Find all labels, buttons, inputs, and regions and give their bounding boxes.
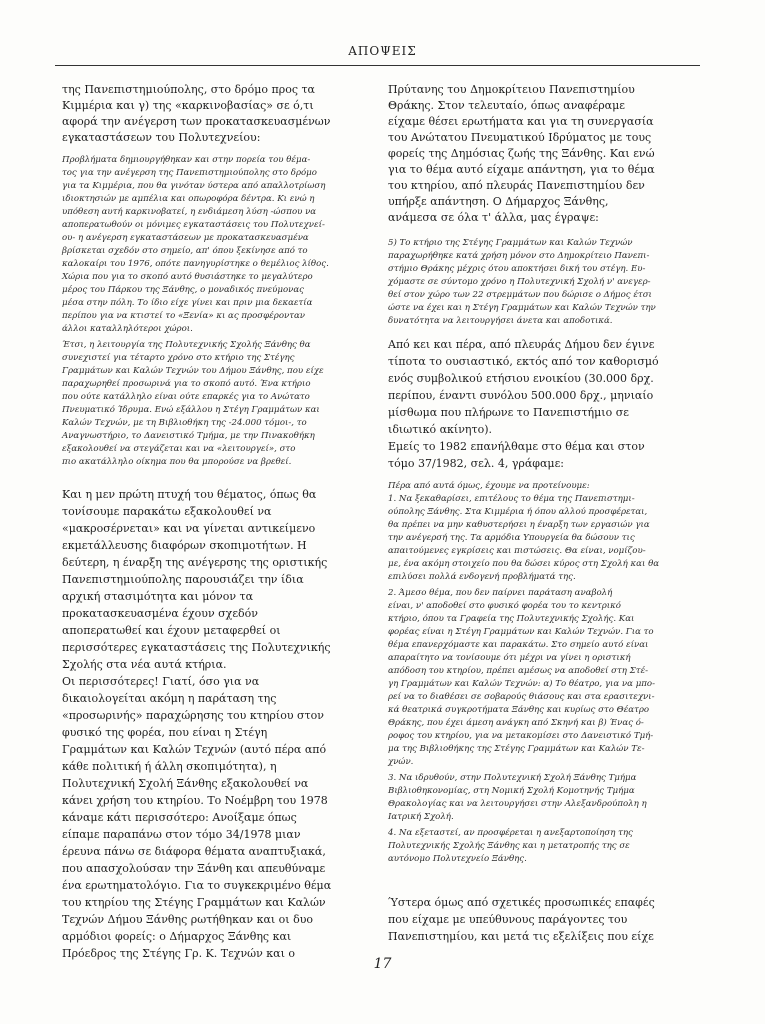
body-line: Οι περισσότερες! Γιατί, όσο για να [62, 675, 260, 688]
body-line: Πρόεδρος της Στέγης Γρ. Κ. Τεχνών και ο [62, 947, 296, 960]
body-line: έρευνα πάνω σε διάφορα θέματα αναπτυξιακά, [62, 845, 326, 858]
quote-line: Πνευματικό Ίδρυμα. Ενώ εξάλλου η Στέγη Γραμμάτων και [62, 405, 320, 415]
quote-line: μέσα στην πόλη. Το ίδιο είχε γίνει και πριν μια δεκαετία [62, 298, 313, 308]
body-line: «μακροσέρνεται» και να γίνεται αντικείμενο [62, 522, 316, 535]
quote-line: την ανέγερσή της. Τα αρμόδια Υπουργεία θα δώσουν τις [388, 533, 635, 543]
quote-line: απόδοση του κτηρίου, πρέπει αμέσως να αποδοθεί στη Στέ- [388, 666, 648, 676]
body-line: Από κει και πέρα, από πλευράς Δήμου δεν έγινε [388, 338, 655, 351]
body-line: δεύτερη, η έναρξη της ανέγερσης της οριστικής [62, 556, 328, 569]
body-line: ενός συμβολικού ετήσιου ενοικίου (30.000 δρχ. [388, 372, 654, 385]
quote-line: 1. Να ξεκαθαρίσει, επιτέλους το θέμα της Πανεπιστημι- [388, 494, 635, 504]
body-line: τίποτα το ουσιαστικό, εκτός από τον καθορισμό [388, 355, 659, 368]
quote-line: Θράκης, που έχει άμεση ανάγκη από Σκηνή και β) Ένας ό- [388, 718, 644, 728]
body-line: φυσικό της φορέα, που είναι η Στέγη [62, 726, 268, 739]
body-line: υπήρξε απάντηση. Ο Δήμαρχος Ξάνθης, [388, 195, 609, 208]
body-line: του Ανώτατου Πνευματικού Ιδρύματος με τους [388, 131, 652, 144]
body-line: προκατασκευασμένα έχουν σχεδόν [62, 607, 258, 620]
quote-line: περίπου για να κτιστεί το «Ξενία» κι ας προσφέρονταν [62, 311, 306, 321]
quote-line: Θρακολογίας και να λειτουργήσει στην Αλεξανδρούπολη η [388, 799, 647, 809]
quote-line: 5) Το κτήριο της Στέγης Γραμμάτων και Καλών Τεχνών [388, 238, 633, 248]
quote-line: Αναγνωστήριο, το Δανειστικό Τμήμα, με την Πινακοθήκη [62, 431, 315, 441]
quote-line: βρίσκεται σχεδόν στο σημείο, απ' όπου ξεκίνησε από το [62, 246, 308, 256]
quote-line: ροφος του κτηρίου, για να μετακομίσει στο Δανειστικό Τμή- [388, 731, 654, 741]
quote-line: για τα Κιμμέρια, που θα γινόταν ύστερα από απαλλοτρίωση [62, 181, 326, 191]
quote-line: 2. Άμεσο θέμα, που δεν παίρνει παράταση αναβολή [388, 588, 613, 598]
quote-line: 4. Να εξεταστεί, αν προσφέρεται η ανεξαρτοποίηση της [388, 828, 633, 838]
quote-line: θεί στον χώρο των 22 στρεμμάτων που δώρισε ο Δήμος έτσι [388, 290, 652, 300]
quote-line: αποπερατωθούν οι μόνιμες εγκαταστάσεις του Πολυτεχνεί- [62, 220, 325, 230]
quote-line: καλοκαίρι του 1976, οπότε πανηγυρίστηκε ο θεμέλιος λίθος. [62, 259, 329, 269]
quote-line: χόμαστε σε σύντομο χρόνο η Πολυτεχνική Σχολή ν' ανεγερ- [388, 277, 651, 287]
body-line: Πολυτεχνική Σχολή Ξάνθης εξακολουθεί να [62, 777, 309, 790]
quote-line: επιλύσει πολλά ενδογενή προβλήματά της. [388, 572, 576, 582]
body-line: κάνει χρήση του κτηρίου. Το Νοέμβρη του 1978 [62, 794, 328, 807]
quote-line: με, ένα ακόμη στοιχείο που θα δώσει κύρος στη Σχολή και θα [388, 559, 660, 569]
body-line: για το θέμα αυτό είχαμε απάντηση, για το θέμα [388, 163, 655, 176]
quote-line: Βιβλιοθηκονομίας, στη Νομική Σχολή Κομοτηνής Τμήμα [388, 786, 635, 796]
body-line: αφορά την ανέγερση των προκατασκευασμένων [62, 115, 331, 128]
body-line: Ύστερα όμως από σχετικές προσωπικές επαφές [388, 896, 655, 909]
body-line: περισσότερες εγκαταστάσεις της Πολυτεχνικής [62, 641, 331, 654]
quote-line: ου- η ανέγερση εγκαταστάσεων με προκατασκευασμένα [62, 233, 309, 243]
quote-line: δυνατότητα να λειτουργήσει άνετα και αποδοτικά. [388, 316, 613, 326]
body-line: φορείς της Δημόσιας ζωής της Ξάνθης. Και ενώ [388, 147, 655, 160]
header-rule [55, 65, 700, 66]
quote-line: απαραίτητο να τονίσουμε ότι μέχρι να γίνει η οριστική [388, 653, 631, 663]
page-number: 17 [373, 956, 392, 972]
body-line: κάθε πολιτική ή άλλη σκοπιμότητα), η [62, 760, 277, 773]
quote-line: αυτόνομο Πολυτεχνείο Ξάνθης. [388, 854, 527, 864]
quote-line: 3. Να ιδρυθούν, στην Πολυτεχνική Σχολή Ξάνθης Τμήμα [388, 773, 637, 783]
body-line: Πανεπιστημίου, και μετά τις εξελίξεις που είχε [388, 930, 654, 943]
quote-line: παραχωρήθηκε κατά χρήση μόνον στο Δημοκρίτειο Πανεπι- [388, 251, 650, 261]
body-line: τονίσουμε παρακάτω εξακολουθεί να [62, 505, 272, 518]
quote-line: απαιτούμενες εγκρίσεις και πιστώσεις. Θα είναι, νομίζου- [388, 546, 646, 556]
quote-line: άλλοι καταλληλότεροι χώροι. [62, 324, 193, 334]
quote-line: ρεί να το διαθέσει σε σοβαρούς θιάσους και στα ερασιτεχνι- [388, 692, 655, 702]
quote-line: Προβλήματα δημιουργήθηκαν και στην πορεία του θέμα- [62, 155, 311, 165]
body-line: «προσωρινής» παραχώρησης του κτηρίου στον [62, 709, 324, 722]
body-line: της Πανεπιστημιούπολης, στο δρόμο προς τα [62, 83, 315, 96]
body-line: αρχική στασιμότητα και μόνον τα [62, 590, 254, 603]
quote-line: υπόθεση αυτή καρκινοβατεί, η ενδιάμεση λύση -ώσπου να [62, 207, 317, 217]
body-line: τόμο 37/1982, σελ. 4, γράφαμε: [388, 457, 564, 470]
body-line: ένα ερωτηματολόγιο. Για το συγκεκριμένο θέμα [62, 879, 332, 892]
body-line: Τεχνών Δήμου Ξάνθης ρωτήθηκαν και οι δυο [62, 913, 314, 926]
quote-line: θα πρέπει να μην καθυστερήσει η έναρξη των εργασιών για [388, 520, 650, 530]
quote-line: μέρος του Πάρκου της Ξάνθης, ο μοναδικός πνεύμονας [62, 285, 304, 295]
body-line: κάναμε κάτι περισσότερο: Ανοίξαμε όπως [62, 811, 297, 824]
quote-line: συνεχιστεί για τέταρτο χρόνο στο κτήριο της Στέγης [62, 353, 295, 363]
quote-line: Πολυτεχνικής Σχολής Ξάνθης και η μετατροπής της σε [388, 841, 630, 851]
body-line: που είχαμε με υπεύθυνους παράγοντες του [388, 913, 628, 926]
quote-line: ούπολης Ξάνθης. Στα Κιμμέρια ή όπου αλλού προσφέρεται, [388, 507, 648, 517]
quote-line: Έτσι, η λειτουργία της Πολυτεχνικής Σχολής Ξάνθης θα [62, 340, 311, 350]
body-line: δικαιολογείται ακόμη η παράταση της [62, 692, 277, 705]
quote-line: γη Γραμμάτων και Καλών Τεχνών: α) Το θέατρο, για να μπο- [388, 679, 656, 689]
body-line: Πρύτανης του Δημοκρίτειου Πανεπιστημίου [388, 83, 635, 96]
quote-line: στήμιο Θράκης μέχρις ότου αποκτήσει δική του στέγη. Ευ- [388, 264, 646, 274]
quote-line: μα της Βιβλιοθήκης της Στέγης Γραμμάτων και Καλών Τε- [388, 744, 645, 754]
body-line: Κιμμέρια και γ) της «καρκινοβασίας» σε ό,τι [62, 99, 314, 112]
body-line: Θράκης. Στον τελευταίο, όπως αναφέραμε [388, 99, 625, 112]
body-line: εκμετάλλευσης διαφόρων σκοπιμοτήτων. Η [62, 539, 307, 552]
quote-line: ώστε να έχει και η Στέγη Γραμμάτων και Καλών Τεχνών την [388, 303, 656, 313]
quote-line: ιδιοκτησιών με αμπέλια και οπωροφόρα δέντρα. Κι ενώ η [62, 194, 315, 204]
quote-line: θέμα επανερχόμαστε και παρακάτω. Στο σημείο αυτό είναι [388, 640, 649, 650]
quote-line: Πέρα από αυτά όμως, έχουμε να προτείνουμε: [388, 481, 590, 491]
body-line: είχαμε θέσει ερωτήματα και για τη συνεργασία [388, 115, 654, 128]
body-line: μίσθωμα που πλήρωνε το Πανεπιστήμιο σε [388, 406, 629, 419]
body-line: που απασχολούσαν την Ξάνθη και απευθύναμε [62, 862, 326, 875]
quote-line: χνών. [388, 757, 414, 767]
body-line: Γραμμάτων και Καλών Τεχνών (αυτό πέρα από [62, 743, 327, 756]
quote-line: που ούτε κατάλληλο είναι ούτε επαρκές για το Ανώτατο [62, 392, 310, 402]
quote-line: εξακολουθεί να στεγάζεται και να «λειτουργεί», στο [62, 444, 296, 454]
quote-line: κτήριο, όπου τα Γραφεία της Πολυτεχνικής Σχολής. Και [388, 614, 635, 624]
quote-line: Καλών Τεχνών, με τη Βιβλιοθήκη της -24.000 τόμοι-, το [62, 418, 307, 428]
body-line: περίπου, έναντι συνόλου 500.000 δρχ., μηνιαίο [388, 389, 654, 402]
body-line: του κτηρίου, από πλευράς Πανεπιστημίου δεν [388, 179, 645, 192]
body-line: του κτηρίου της Στέγης Γραμμάτων και Καλών [62, 896, 326, 909]
quote-line: πιο ακατάλληλο οίκημα που θα μπορούσε να βρεθεί. [62, 457, 292, 467]
quote-line: παραχωρηθεί προσωρινά για το σκοπό αυτό. Ένα κτήριο [62, 379, 311, 389]
body-line: εγκαταστάσεων του Πολυτεχνείου: [62, 131, 261, 144]
running-header: ΑΠΟΨΕΙΣ [348, 44, 417, 58]
body-line: Εμείς το 1982 επανήλθαμε στο θέμα και στον [388, 440, 645, 453]
quote-line: τος για την ανέγερση της Πανεπιστημιούπολης στο δρόμο [62, 168, 317, 178]
body-line: ανάμεσα σε όλα τ' άλλα, μας έγραψε: [388, 211, 599, 224]
quote-line: Χώρια που για το σκοπό αυτό θυσιάστηκε το μεγαλύτερο [62, 272, 313, 282]
body-line: Σχολής στα νέα αυτά κτήρια. [62, 658, 227, 671]
quote-line: κά θεατρικά συγκροτήματα Ξάνθης και κυρίως στο Θέατρο [388, 705, 650, 715]
quote-line: φορέας είναι η Στέγη Γραμμάτων και Καλών Τεχνών. Για το [388, 627, 654, 637]
body-line: ιδιωτικό ακίνητο). [388, 423, 493, 436]
quote-line: είναι, ν' αποδοθεί στο φυσικό φορέα του το κεντρικό [388, 601, 621, 611]
body-line: Και η μεν πρώτη πτυχή του θέματος, όπως θα [62, 488, 317, 501]
body-line: αποπερατωθεί και έχουν μεταφερθεί οι [62, 624, 281, 637]
quote-line: Ιατρική Σχολή. [388, 812, 454, 822]
body-line: αρμόδιοι φορείς: ο Δήμαρχος Ξάνθης και [62, 930, 292, 943]
quote-line: Γραμμάτων και Καλών Τεχνών του Δήμου Ξάνθης, που είχε [62, 366, 324, 376]
body-line: Πανεπιστημιούπολης παρουσιάζει την ίδια [62, 573, 304, 586]
body-line: είπαμε παραπάνω στον τόμο 34/1978 μιαν [62, 828, 301, 841]
